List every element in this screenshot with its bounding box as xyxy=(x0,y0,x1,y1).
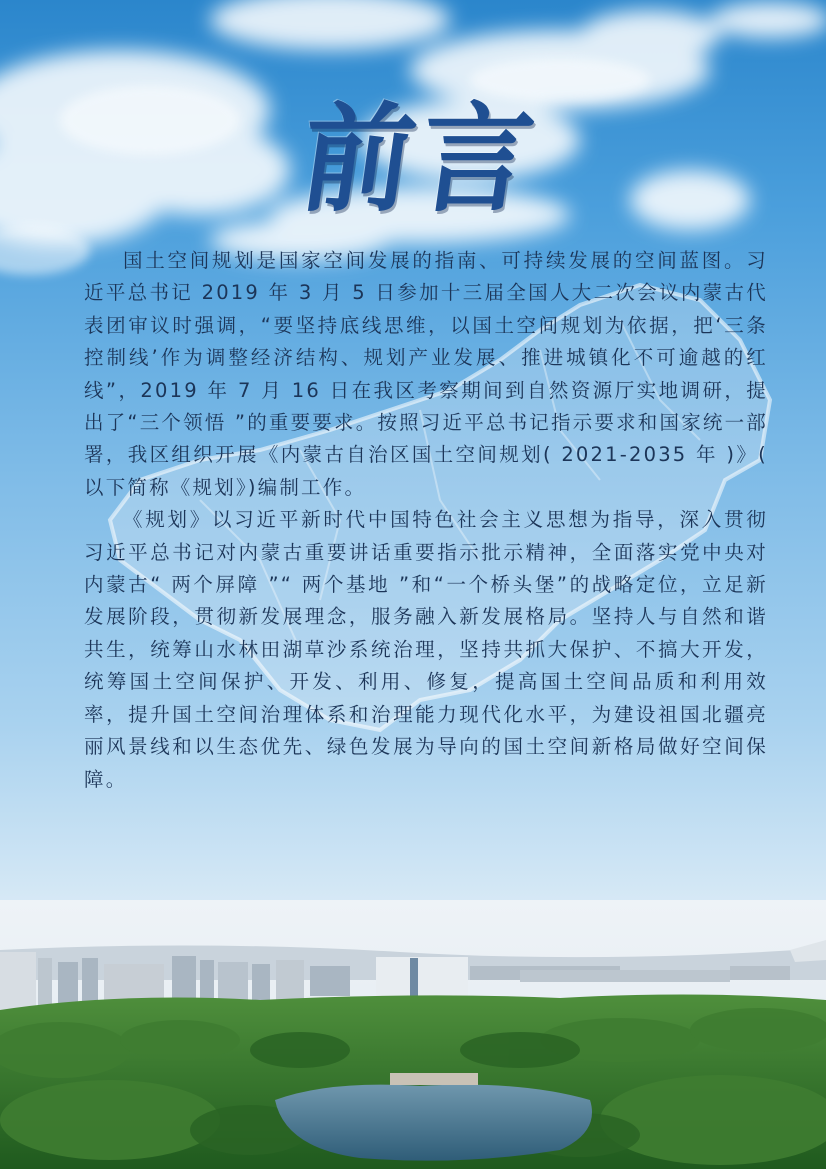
page-title: 前言 xyxy=(292,90,548,229)
paragraph: 国土空间规划是国家空间发展的指南、可持续发展的空间蓝图。习近平总书记 2019 年 3 月 5 日参加十三届全国人大二次会议内蒙古代表团审议时强调，“要坚持底线思维，以国土空间规划为依据，把‘三条控制线’作为调整经济结构、规划产业发展、推进城镇化不可逾越的红线”，2019 年 7 月 16 日在我区考察期间到自然资源厅实地调研，提出了“三个领悟 ”的重要要求。按照习近平总书记指示要求和国家统一部署，我区组织开展《内蒙古自治区国土空间规划( 2021-2035 年 )》( 以下简称《规划》)编制工作。 xyxy=(84,249,769,499)
city-landscape-photo xyxy=(0,900,826,1169)
preface-body xyxy=(84,245,768,796)
paragraph: 《规划》以习近平新时代中国特色社会主义思想为指导，深入贯彻习近平总书记对内蒙古重要讲话重要指示批示精神，全面落实党中央对内蒙古“ 两个屏障 ”“ 两个基地 ”和“一个桥头堡”的战略定位，立足新发展阶段，贯彻新发展理念，服务融入新发展格局。坚持人与自然和谐共生，统筹山水林田湖草沙系统治理，坚持共抓大保护、不搞大开发，统筹国土空间保护、开发、利用、修复，提高国土空间品质和利用效率，提升国土空间治理体系和治理能力现代化水平，为建设祖国北疆亮丽风景线和以生态优先、绿色发展为导向的国土空间新格局做好空间保障。 xyxy=(84,508,768,791)
